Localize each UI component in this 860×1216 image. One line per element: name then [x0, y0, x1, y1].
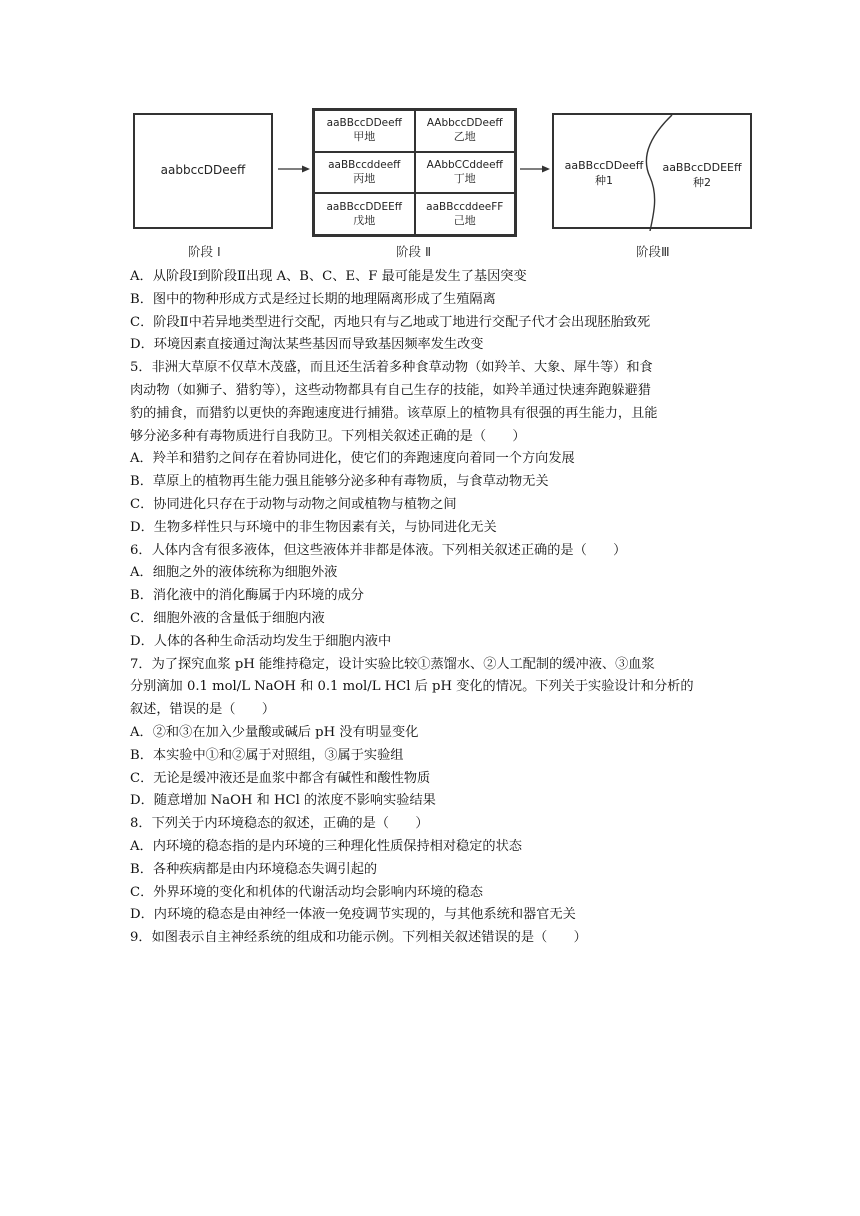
species2-label [654, 161, 750, 191]
option-line: B．消化液中的消化酶属于内环境的成分 [130, 588, 364, 604]
option-line: A．从阶段Ⅰ到阶段Ⅱ出现 A、B、C、E、F 最可能是发生了基因突变 [130, 269, 527, 284]
species2-genotype: aaBBccDDEEff [662, 161, 742, 174]
question-line: 6．人体内含有很多液体，但这些液体并非都是体液。下列相关叙述正确的是（ ） [130, 542, 627, 558]
species1-genotype: aaBBccDDeeff [564, 159, 644, 172]
species1-name: 种1 [595, 173, 613, 187]
option-line: D．内环境的稳态是由神经一体液一免疫调节实现的，与其他系统和器官无关 [130, 907, 576, 923]
region-name: 己地 [453, 213, 476, 227]
stage2-label: 阶段 Ⅱ [396, 244, 432, 259]
arrow-stage2-to-stage3 [520, 164, 550, 174]
region-genotype: AAbbCCddeeff [426, 158, 503, 171]
question-text [130, 266, 734, 950]
region-cell-bing [314, 152, 415, 194]
option-line: D．人体的各种生命活动均发生于细胞内液中 [130, 633, 392, 649]
option-line: B．图中的物种形成方式是经过长期的地理隔离形成了生殖隔离 [130, 291, 496, 307]
stage1-genotype: aabbccDDeeff [160, 163, 246, 177]
option-line: B．本实验中①和②属于对照组，③属于实验组 [130, 747, 404, 763]
option-line: B．草原上的植物再生能力强且能够分泌多种有毒物质，与食草动物无关 [130, 474, 549, 490]
option-line: C．协同进化只存在于动物与动物之间或植物与植物之间 [130, 496, 457, 512]
region-cell-wu [314, 193, 415, 235]
question-line: 7．为了探究血浆 pH 能维持稳定，设计实验比较①蒸馏水、②人工配制的缓冲液、③血浆 [130, 656, 655, 672]
region-name: 乙地 [453, 130, 476, 144]
option-line: D．生物多样性只与环境中的非生物因素有关，与协同进化无关 [130, 519, 497, 535]
option-line: C．无论是缓冲液还是血浆中都含有碱性和酸性物质 [130, 770, 431, 786]
region-genotype: AAbbccDDeeff [426, 117, 503, 130]
question-line: 叙述，错误的是（ ） [130, 702, 276, 718]
question-line: 5．非洲大草原不仅草木茂盛，而且还生活着多种食草动物（如羚羊、大象、犀牛等）和食 [130, 360, 653, 376]
region-genotype: aaBBccDDeeff [326, 117, 402, 130]
region-cell-jia [314, 110, 415, 152]
stage1-label: 阶段 Ⅰ [188, 244, 221, 259]
option-line: A．细胞之外的液体统称为细胞外液 [130, 565, 338, 581]
option-line: D．随意增加 NaOH 和 HCl 的浓度不影响实验结果 [130, 793, 436, 809]
stage3-label: 阶段Ⅲ [636, 244, 670, 259]
stage3-box [552, 113, 752, 229]
region-genotype: aaBBccddeeFF [426, 200, 504, 213]
question-line: 肉动物（如狮子、猎豹等），这些动物都具有自己生存的技能，如羚羊通过快速奔跑躲避猎 [130, 382, 651, 398]
option-line: A．②和③在加入少量酸或碱后 pH 没有明显变化 [130, 724, 419, 740]
evolution-diagram [128, 100, 758, 265]
region-cell-ji [415, 193, 516, 235]
question-line: 豹的捕食，而猎豹以更快的奔跑速度进行捕猎。该草原上的植物具有很强的再生能力，且能 [130, 405, 658, 421]
stage2-box [312, 108, 517, 237]
region-name: 甲地 [353, 130, 376, 144]
region-cell-yi [415, 110, 516, 152]
region-name: 丁地 [453, 172, 476, 186]
arrow-stage1-to-stage2 [278, 164, 310, 174]
region-name: 戊地 [353, 213, 376, 227]
option-line: A．羚羊和猎豹之间存在着协同进化，使它们的奔跑速度向着同一个方向发展 [130, 451, 575, 467]
option-line: C．细胞外液的含量低于细胞内液 [130, 610, 325, 626]
stage1-box [133, 113, 273, 229]
region-name: 丙地 [353, 172, 376, 186]
option-line: C．阶段Ⅱ中若异地类型进行交配，丙地只有与乙地或丁地进行交配子代才会出现胚胎致死 [130, 314, 651, 330]
question-line: 9．如图表示自主神经系统的组成和功能示例。下列相关叙述错误的是（ ） [130, 930, 587, 946]
region-cell-ding [415, 152, 516, 194]
option-line: A．内环境的稳态指的是内环境的三种理化性质保持相对稳定的状态 [130, 838, 522, 854]
question-line: 8．下列关于内环境稳态的叙述，正确的是（ ） [130, 816, 429, 832]
question-line: 分别滴加 0.1 mol/L NaOH 和 0.1 mol/L HCl 后 pH 变化的情况。下列关于实验设计和分析的 [130, 679, 694, 695]
species2-name: 种2 [693, 175, 711, 189]
question-line: 够分泌多种有毒物质进行自我防卫。下列相关叙述正确的是（ ） [130, 428, 526, 444]
species1-label [558, 159, 650, 189]
option-line: D．环境因素直接通过淘汰某些基因而导致基因频率发生改变 [130, 337, 484, 353]
region-genotype: aaBBccDDEEff [326, 200, 402, 213]
region-genotype: aaBBccddeeff [328, 158, 401, 171]
option-line: C．外界环境的变化和机体的代谢活动均会影响内环境的稳态 [130, 884, 483, 900]
option-line: B．各种疾病都是由内环境稳态失调引起的 [130, 861, 378, 877]
